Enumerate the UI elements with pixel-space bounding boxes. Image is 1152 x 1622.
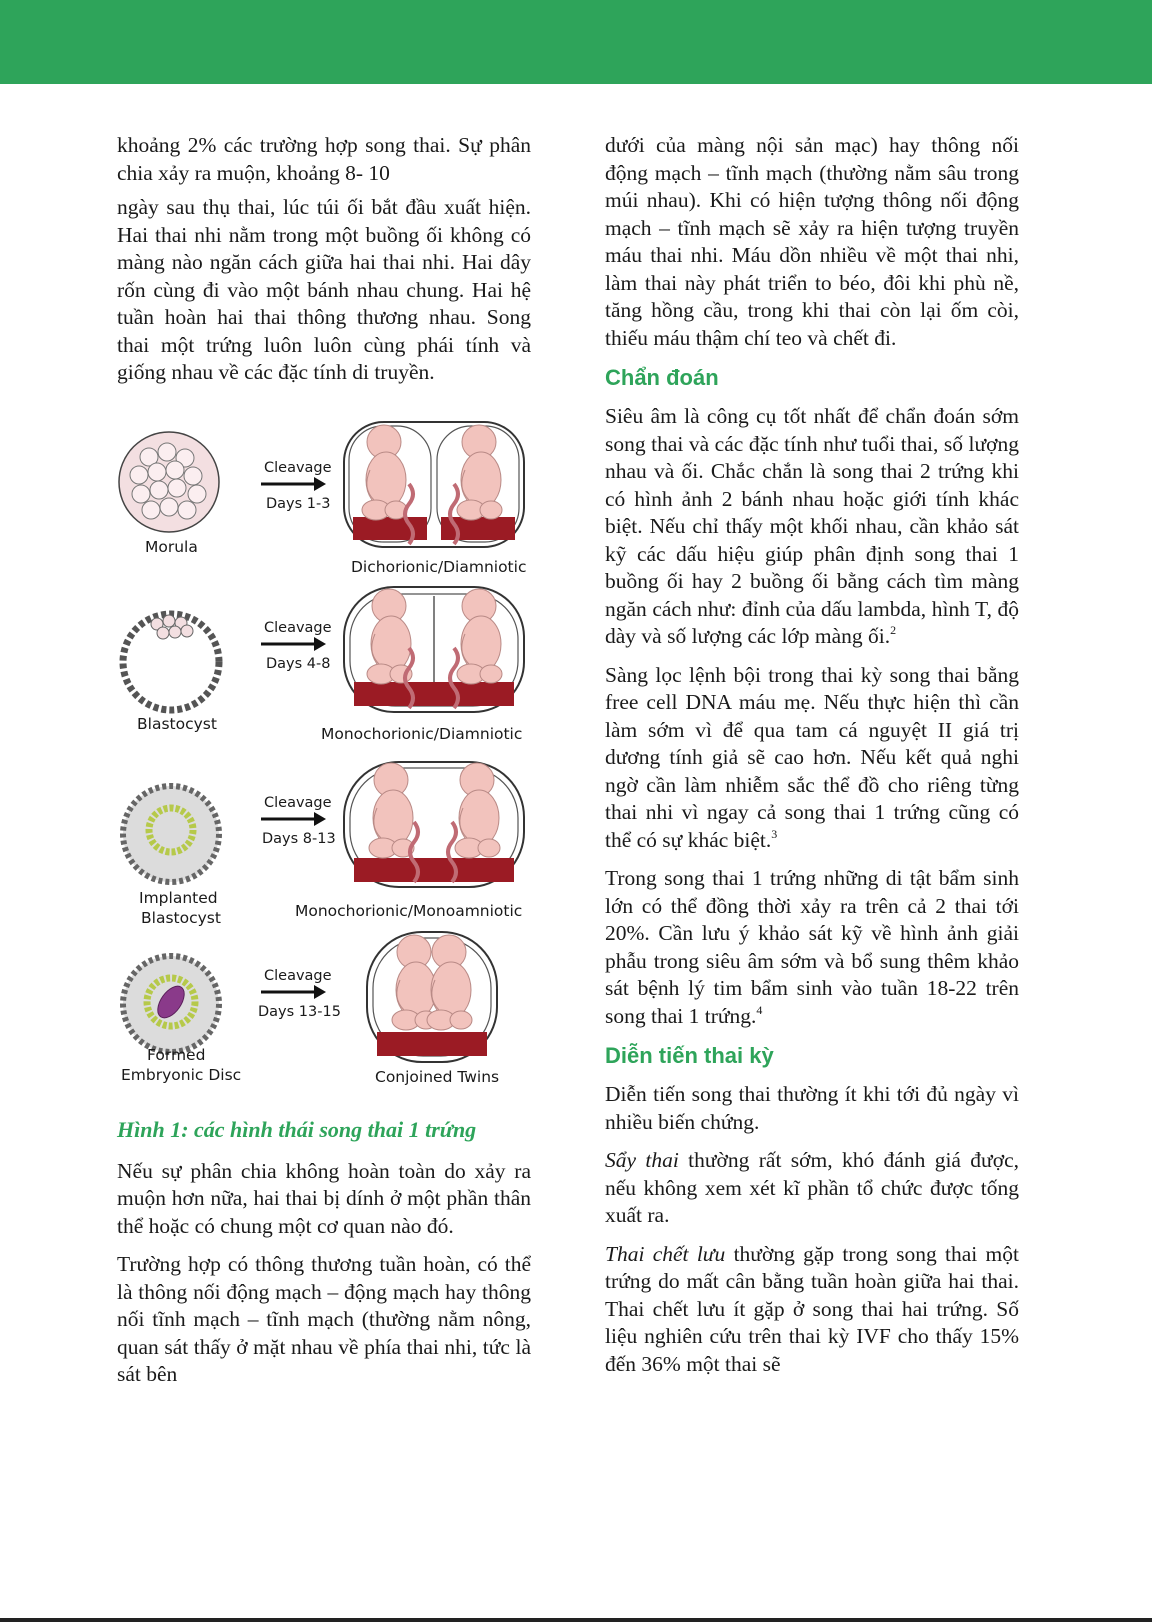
- paragraph: [605, 865, 1019, 1030]
- fetus-icon: [369, 763, 414, 858]
- days-label: Days 13-15: [258, 1003, 341, 1020]
- twinning-diagram: [109, 412, 549, 1112]
- paragraph: [605, 403, 1019, 651]
- emphasis-term: Thai chết lưu: [605, 1241, 726, 1266]
- left-column: [117, 132, 531, 1400]
- result-label: Monochorionic/Diamniotic: [321, 724, 523, 743]
- result-label: Dichorionic/Diamniotic: [351, 557, 527, 576]
- row-morula: [119, 422, 526, 576]
- section-heading-diagnosis: Chẩn đoán: [605, 365, 719, 390]
- placenta-icon: [354, 682, 514, 706]
- placenta-icon: [353, 517, 427, 540]
- arrow-right-icon: [314, 477, 326, 491]
- paragraph: [605, 1147, 1019, 1230]
- emphasis-term: Sẩy thai: [605, 1148, 679, 1172]
- result-label: Monochorionic/Monoamniotic: [295, 901, 523, 920]
- cleavage-label: Cleavage: [264, 459, 332, 476]
- reference-marker: 4: [756, 1002, 763, 1017]
- header-bar: [0, 0, 1152, 84]
- fetus-icon: [457, 589, 502, 684]
- paragraph: Trường hợp có thông thương tuần hoàn, có thể là thông nối động mạch – động mạch hay thông nối tĩnh mạch – tĩnh mạch (thường nằm nông, quan sát thấy ở mặt nhau về phía thai nhi, tức là sát bên: [117, 1252, 531, 1386]
- bottom-rule: [0, 1618, 1152, 1622]
- paragraph: khoảng 2% các trường hợp song thai. Sự phân chia xảy ra muộn, khoảng 8- 10: [117, 133, 531, 185]
- fetus-icon: [455, 763, 500, 858]
- paragraph: dưới của màng nội sản mạc) hay thông nối động mạch – tĩnh mạch (thường nằm sâu trong múi nhau). Khi có hiện tượng thông nối động mạch – tĩnh mạch sẽ xảy ra hiện tượng truyền máu thai nhi. Máu dồn nhiều về một thai nhi, làm thai này phát triển to béo, đôi khi phù nề, tăng hồng cầu, trong khi thai còn lại ốm còi, thiếu máu thậm chí teo và chết đi.: [605, 133, 1019, 350]
- days-label: Days 1-3: [266, 495, 331, 512]
- fetus-icon: [362, 425, 407, 520]
- cleavage-label: Cleavage: [264, 794, 332, 811]
- result-label: Conjoined Twins: [375, 1067, 500, 1086]
- placenta-icon: [377, 1032, 487, 1056]
- fetus-icon: [367, 589, 412, 684]
- stage-label-line1: Formed: [147, 1045, 206, 1064]
- paragraph: [605, 1241, 1019, 1379]
- row-implanted-blastocyst: [123, 762, 524, 927]
- paragraph-text: thường rất sớm, khó đánh giá được, nếu không xem xét kĩ phần tổ chức được tống xuất ra.: [605, 1148, 1019, 1227]
- paragraph: ngày sau thụ thai, lúc túi ối bắt đầu xuất hiện. Hai thai nhi nằm trong một buồng ối không có màng nào ngăn cách giữa hai thai nhi. Hai dây rốn cùng đi vào một bánh nhau chung. Hai hệ tuần hoàn hai thai thông thương nhau. Song thai một trứng luôn luôn cùng phái tính và giống nhau về các đặc tính di truyền.: [117, 195, 531, 384]
- paragraph: Nếu sự phân chia không hoàn toàn do xảy ra muộn hơn nữa, hai thai bị dính ở một phần thân thể hoặc có chung một cơ quan nào đó.: [117, 1158, 531, 1238]
- row-embryonic-disc: [121, 932, 499, 1086]
- stage-label-line1: Implanted: [139, 888, 218, 907]
- reference-marker: 2: [890, 623, 897, 637]
- cleavage-label: Cleavage: [264, 967, 332, 984]
- twinning-figure: [109, 412, 549, 1112]
- figure-caption: Hình 1: các hình thái song thai 1 trứng: [117, 1116, 477, 1142]
- paragraph: [605, 662, 1019, 855]
- stage-label-line2: Embryonic Disc: [121, 1065, 242, 1084]
- fetus-icon: [457, 425, 502, 520]
- stage-label: Blastocyst: [137, 714, 217, 733]
- fetus-icon: [427, 935, 472, 1030]
- paragraph-text: Trong song thai 1 trứng những di tật bẩm sinh lớn có thể đồng thời xảy ra trên cả 2 thai tới 20%. Cần lưu ý khảo sát kỹ về hình ảnh giải phẫu trong siêu âm sớm và bổ sung thêm khảo sát bệnh lý tim bẩm sinh vào tuần 18-22 trên song thai 1 trứng.: [605, 866, 1019, 1028]
- cleavage-label: Cleavage: [264, 619, 332, 636]
- implanted-blastocyst-icon: [123, 786, 219, 882]
- paragraph: Diễn tiến song thai thường ít khi tới đủ ngày vì nhiều biến chứng.: [605, 1082, 1019, 1134]
- row-blastocyst: [123, 587, 524, 743]
- placenta-icon: [354, 858, 514, 882]
- arrow-right-icon: [314, 985, 326, 999]
- paragraph-text: Sàng lọc lệnh bội trong thai kỳ song thai bằng free cell DNA máu mẹ. Nếu thực hiện thì cần làm sớm vì để qua tam cá nguyệt II giá trị dương tính giả sẽ cao hơn. Nếu kết quả nghi ngờ cần làm nhiễm sắc thể đồ cho riêng từng thai nhi vì ngay cả song thai 1 trứng cũng có thể có sự khác biệt.: [605, 662, 1019, 852]
- stage-label-line2: Blastocyst: [141, 908, 221, 927]
- days-label: Days 8-13: [262, 830, 336, 847]
- paragraph-text: Siêu âm là công cụ tốt nhất để chẩn đoán sớm song thai và các đặc tính như tuổi thai, số lượng nhau và ối. Chắc chắn là song thai 2 trứng khi có hình ảnh 2 bánh nhau hoặc giới tính khác biệt. Nếu chỉ thấy một khối nhau, cần khảo sát kỹ các dấu hiệu giúp phân định song thai 1 buồng ối hay 2 buồng ối bằng cách tìm màng ngăn cách như: đỉnh của dấu lambda, hình T, độ dày và số lượng các lớp màng ối.: [605, 404, 1019, 648]
- right-column: [605, 132, 1019, 1389]
- stage-label: Morula: [145, 537, 198, 556]
- reference-marker: 3: [771, 826, 778, 841]
- paragraph-text: thường gặp trong song thai một trứng do mất cân bằng tuần hoàn giữa hai thai. Thai chết lưu ít gặp ở song thai hai trứng. Số liệu nghiên cứu trên thai kỳ IVF cho thấy 15% đến 36% một thai sẽ: [605, 1241, 1019, 1376]
- arrow-right-icon: [314, 637, 326, 651]
- arrow-right-icon: [314, 812, 326, 826]
- days-label: Days 4-8: [266, 655, 331, 672]
- section-heading-progress: Diễn tiến thai kỳ: [605, 1043, 774, 1068]
